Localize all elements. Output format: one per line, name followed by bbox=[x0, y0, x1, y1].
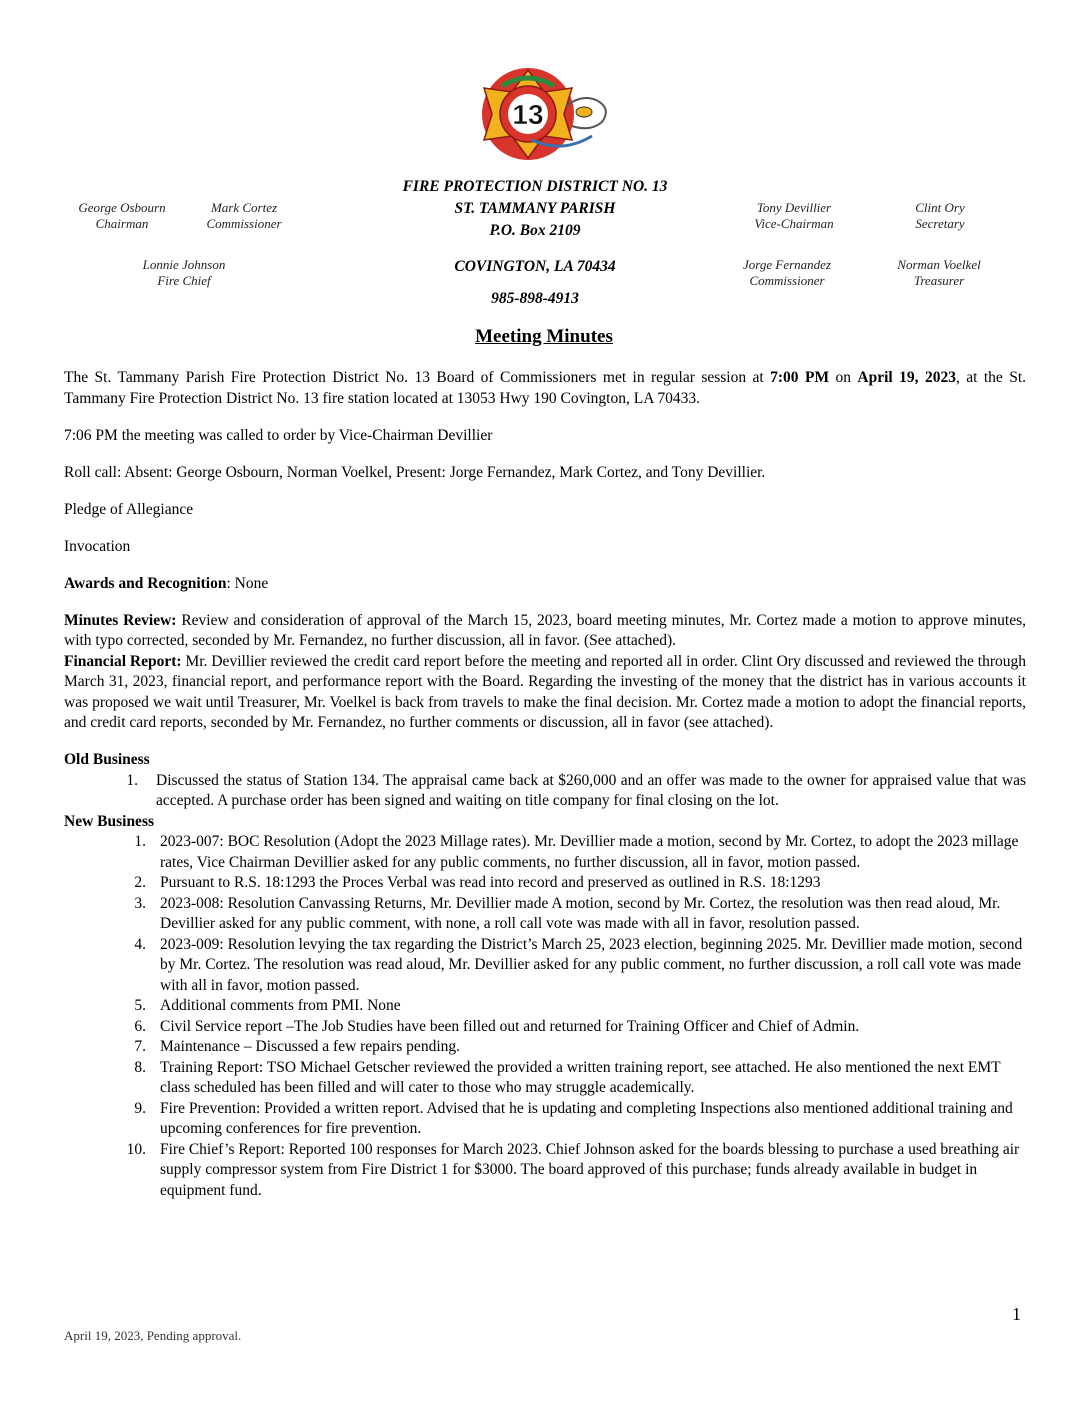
board-member bbox=[192, 200, 296, 232]
intro-paragraph: The St. Tammany Parish Fire Protection District No. 13 Board of Commissioners met in regular session at 7:00 PM on April 19, 2023, at the St. Tammany Fire Protection District No. 13 fire station located at 13053 Hwy 190 Covington, LA 70433. bbox=[64, 369, 1027, 407]
member-name: Clint Ory bbox=[915, 200, 965, 215]
call-to-order: 7:06 PM the meeting was called to order by Vice-Chairman Devillier bbox=[64, 426, 493, 444]
logo-number: 13 bbox=[512, 99, 544, 130]
page-title: Meeting Minutes bbox=[475, 326, 613, 347]
footer-note: April 19, 2023, Pending approval. bbox=[64, 1328, 242, 1343]
new-business-heading: New Business bbox=[64, 812, 155, 830]
new-business-list bbox=[64, 832, 1026, 1201]
list-item: 4. 2023-009: Resolution levying the tax regarding the District’s March 25, 2023 election, beginning 2025. Mr. Devillier made motion, second by Mr. Cortez. The resolution was read aloud, Mr. Devillier asked for any public comment, no further discussion, a roll call vote was made with all in favor, motion passed. bbox=[134, 935, 1023, 994]
fire-district-logo bbox=[472, 66, 618, 162]
member-role: Treasurer bbox=[913, 273, 965, 288]
meeting-date: April 19, 2023 bbox=[857, 369, 956, 386]
member-name: Tony Devillier bbox=[756, 200, 832, 215]
list-item: 3. 2023-008: Resolution Canvassing Returns, Mr. Devillier made A motion, second by Mr. Cortez, the resolution was then read aloud, Mr. Devillier asked for any public comment, with none, a roll call vote was made with all in favor, resolution passed. bbox=[134, 894, 1001, 932]
member-role: Fire Chief bbox=[157, 273, 211, 288]
list-item: 5. Additional comments from PMI. None bbox=[134, 997, 401, 1014]
old-business-list bbox=[64, 771, 1026, 812]
board-member bbox=[880, 257, 998, 289]
list-item: 7. Maintenance – Discussed a few repairs pending. bbox=[134, 1038, 460, 1055]
member-role: Commissioner bbox=[206, 216, 282, 231]
city-address: COVINGTON, LA 70434 bbox=[454, 258, 616, 275]
old-business-heading: Old Business bbox=[64, 751, 150, 768]
awards-recognition: Awards and Recognition: None bbox=[64, 574, 269, 592]
list-item: 9. Fire Prevention: Provided a written report. Advised that he is updating and completing Inspections also mentioned additional training and upcoming conferences for fire prevention. bbox=[134, 1099, 1013, 1137]
list-item: 8. Training Report: TSO Michael Getscher reviewed the provided a written training report, see attached. He also mentioned the next EMT class scheduled has been filled and will cater to those who may struggle academically. bbox=[134, 1058, 1001, 1096]
board-member bbox=[726, 257, 848, 289]
board-member bbox=[124, 257, 244, 289]
member-name: Jorge Fernandez bbox=[743, 257, 831, 272]
pledge: Pledge of Allegiance bbox=[64, 500, 194, 518]
po-box: P.O. Box 2109 bbox=[489, 222, 581, 239]
district-name: FIRE PROTECTION DISTRICT NO. 13 bbox=[402, 178, 668, 195]
minutes-body bbox=[64, 368, 1026, 1201]
member-name: George Osbourn bbox=[78, 200, 166, 215]
member-role: Chairman bbox=[95, 216, 149, 231]
list-item: 2. Pursuant to R.S. 18:1293 the Proces Verbal was read into record and preserved as outlined in R.S. 18:1293 bbox=[134, 874, 821, 891]
member-role: Secretary bbox=[915, 216, 965, 231]
member-name: Norman Voelkel bbox=[897, 257, 981, 272]
roll-call: Roll call: Absent: George Osbourn, Norman Voelkel, Present: Jorge Fernandez, Mark Cortez, and Tony Devillier. bbox=[64, 463, 766, 481]
board-member bbox=[736, 200, 852, 232]
phone-number: 985-898-4913 bbox=[491, 290, 579, 307]
member-role: Commissioner bbox=[749, 273, 825, 288]
list-item: 1. Discussed the status of Station 134. The appraisal came back at $260,000 and an offer was made to the owner for appraised value that was accepted. A purchase order has been signed and waiting on title company for final closing on the lot. bbox=[126, 771, 1026, 809]
list-item: 1. 2023-007: BOC Resolution (Adopt the 2023 Millage rates). Mr. Devillier made a motion, second by Mr. Cortez, to adopt the 2023 millage rates, Vice Chairman Devillier asked for any public comments, no further discussion, all in favor, motion passed. bbox=[134, 833, 1019, 871]
financial-report: Financial Report: Mr. Devillier reviewed the credit card report before the meeting and reported all in order. Clint Ory discussed and reviewed the through March 31, 2023, financial report, and performance report with the Board. Regarding the investing of the money that the district has in various accounts it was proposed we wait until Treasurer, Mr. Voelkel is back from travels to make the final decision. Mr. Cortez made a motion to adopt the financial reports, and credit card reports, seconded by Mr. Fernandez, no further comments or discussion, all in favor (see attached). bbox=[64, 652, 1026, 731]
minutes-review: Minutes Review: Review and consideration of approval of the March 15, 2023, board meeting minutes, Mr. Cortez made a motion to approve minutes, with typo corrected, seconded by Mr. Fernandez, no further discussion, all in favor. (See attached). bbox=[64, 611, 1026, 649]
member-name: Lonnie Johnson bbox=[142, 257, 226, 272]
board-member bbox=[66, 200, 178, 232]
member-name: Mark Cortez bbox=[210, 200, 278, 215]
board-member bbox=[888, 200, 992, 232]
parish-name: ST. TAMMANY PARISH bbox=[454, 200, 616, 217]
page-number: 1 bbox=[1012, 1304, 1021, 1324]
member-role: Vice-Chairman bbox=[754, 216, 834, 231]
list-item: 6. Civil Service report –The Job Studies have been filled out and returned for Training Officer and Chief of Admin. bbox=[134, 1017, 860, 1035]
meeting-time: 7:00 PM bbox=[770, 369, 830, 386]
invocation: Invocation bbox=[64, 537, 131, 555]
list-item: 10. Fire Chief’s Report: Reported 100 responses for March 2023. Chief Johnson asked for the boards blessing to purchase a used breathing air supply compressor system from Fire District 1 for $3000. The board approved of this purchase; funds already available in budget in equipment fund. bbox=[126, 1140, 1020, 1199]
